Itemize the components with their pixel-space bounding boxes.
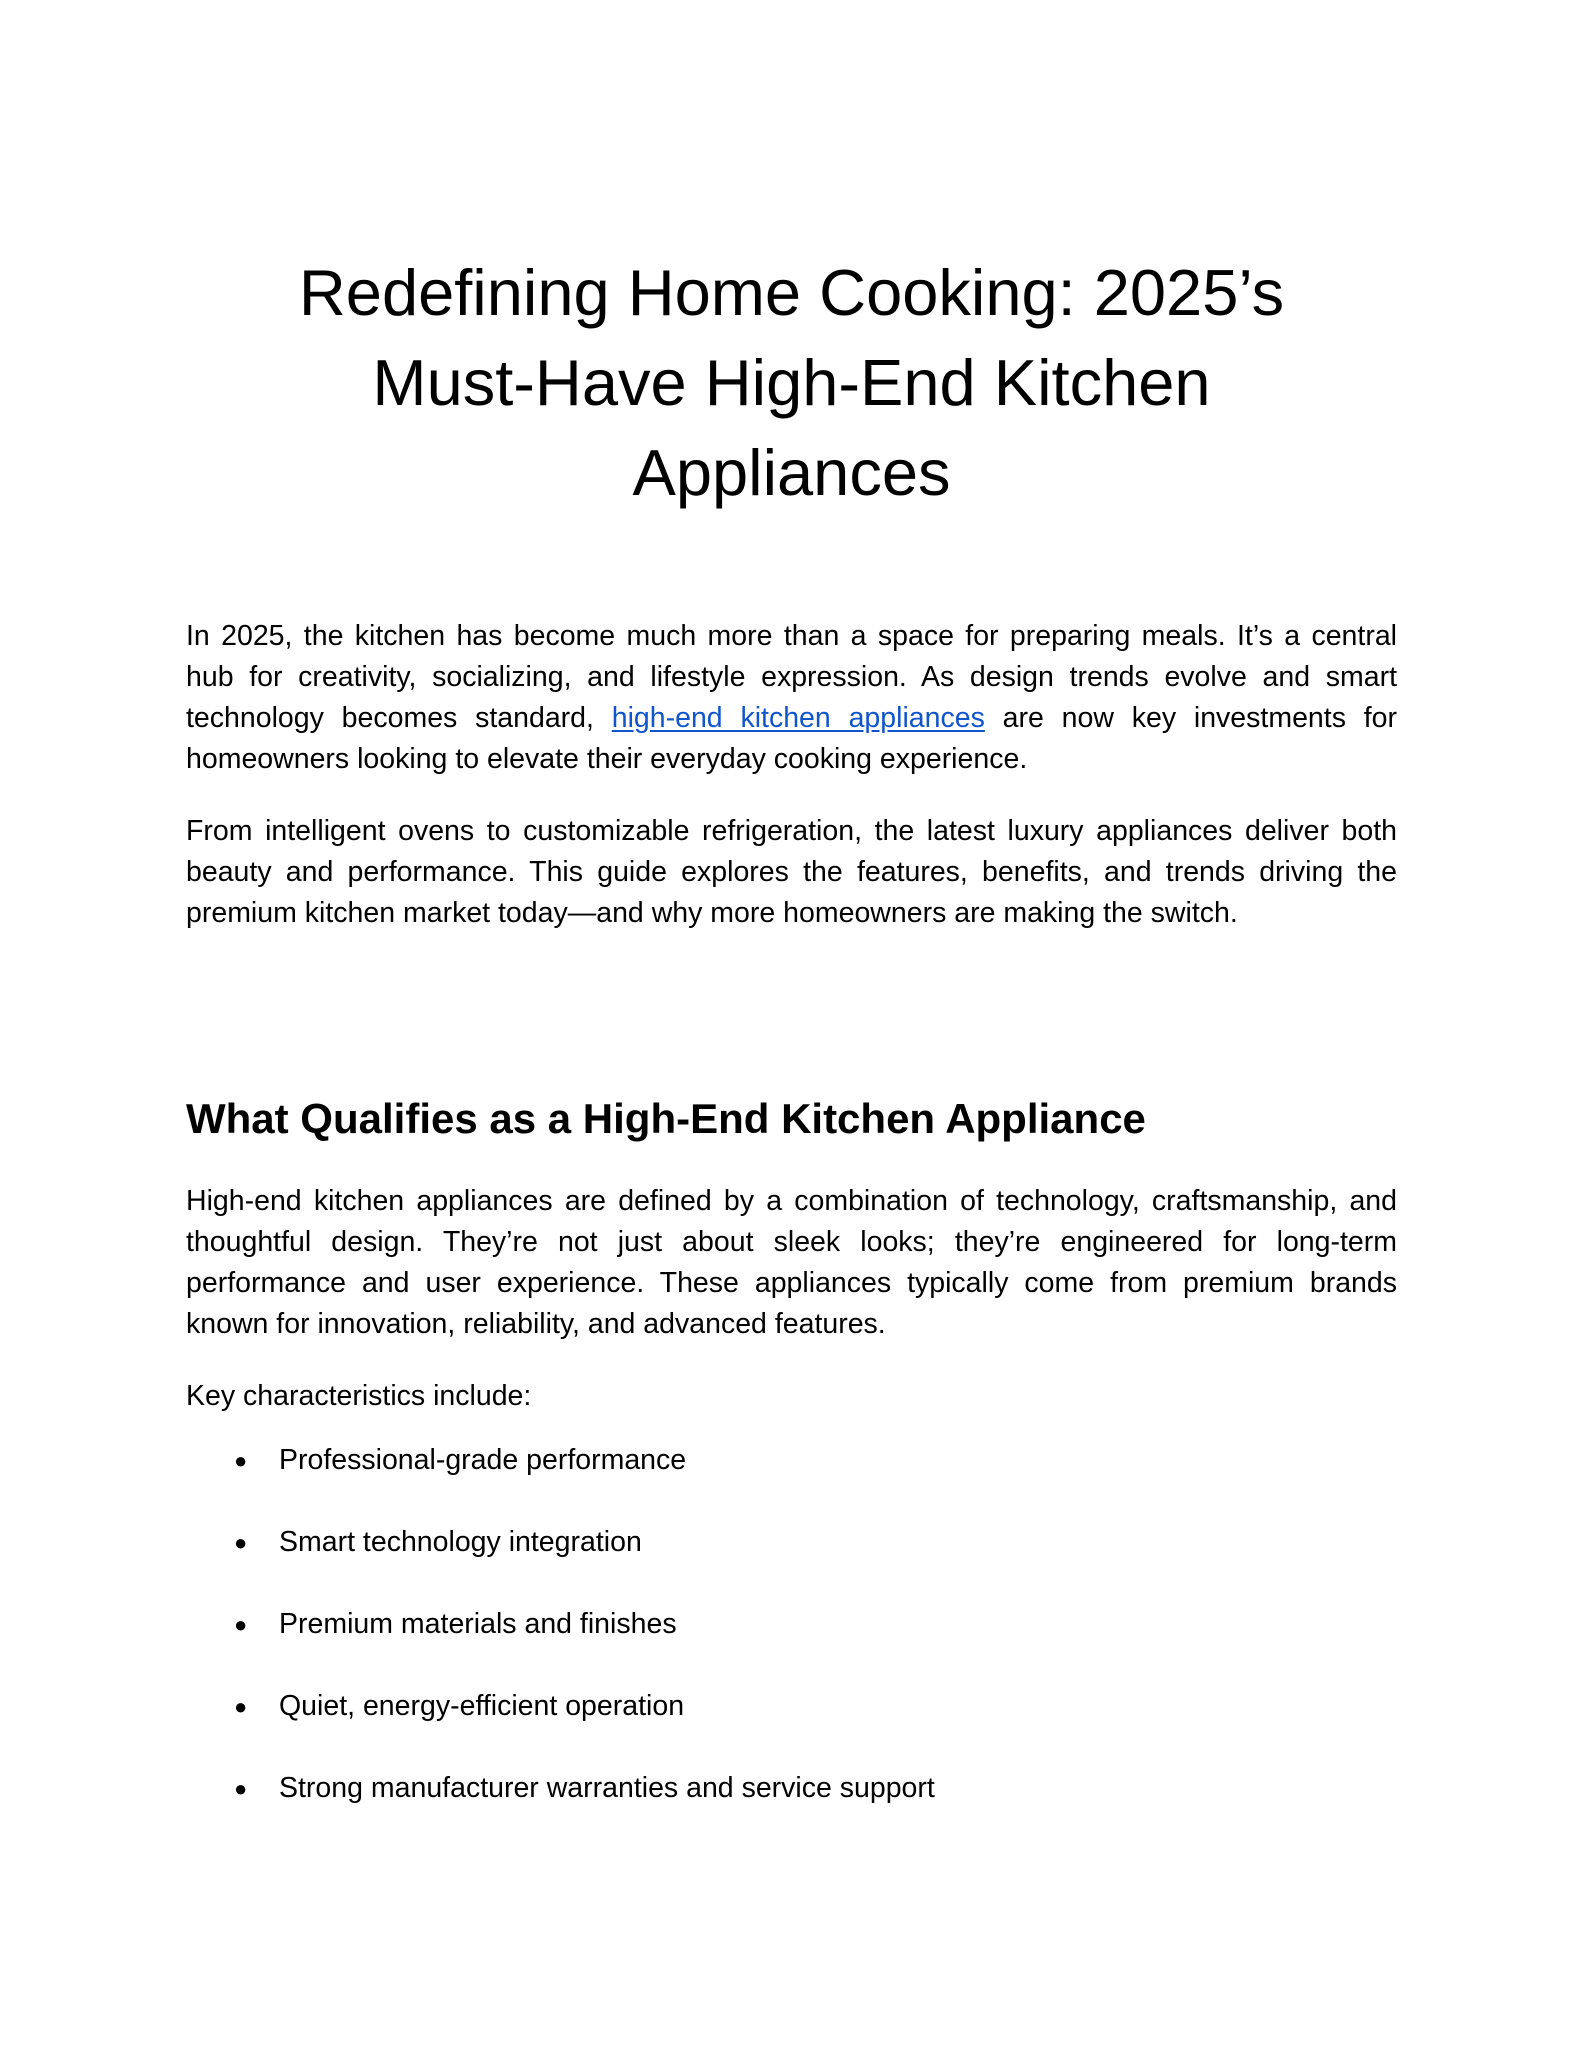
title-line: Appliances bbox=[632, 436, 951, 509]
title-line: Must-Have High-End Kitchen bbox=[372, 346, 1211, 419]
intro-paragraph-2: From intelligent ovens to customizable refrigeration, the latest luxury appliances deliver both beauty and performance. This guide explores the features, benefits, and trends driving the premium kitchen market today—and why more homeowners are making the switch. bbox=[186, 815, 1397, 929]
bullet-icon: ● bbox=[234, 1448, 248, 1473]
bullet-icon: ● bbox=[234, 1694, 248, 1719]
title-line: Redefining Home Cooking: 2025’s bbox=[298, 256, 1285, 329]
high-end-appliances-link[interactable]: high-end kitchen appliances bbox=[611, 702, 985, 734]
list-item bbox=[186, 1604, 1397, 1686]
bullet-icon: ● bbox=[234, 1530, 248, 1555]
list-item bbox=[186, 1768, 1397, 1850]
list-intro: Key characteristics include: bbox=[186, 1380, 532, 1412]
intro-text-after-link: are now key investments for homeowners looking to elevate their everyday cooking experience. bbox=[186, 702, 1398, 775]
list-item bbox=[186, 1522, 1397, 1604]
list-item-text: Quiet, energy-efficient operation bbox=[279, 1690, 685, 1722]
list-item bbox=[186, 1440, 1397, 1522]
list-item-text: Premium materials and finishes bbox=[279, 1608, 677, 1640]
section-heading: What Qualifies as a High-End Kitchen Appliance bbox=[186, 1095, 1146, 1142]
characteristics-list bbox=[186, 1440, 1397, 1850]
section-paragraph: High-end kitchen appliances are defined by a combination of technology, craftsmanship, and thoughtful design. They’re not just about sleek looks; they’re engineered for long-term performance and user experience. These appliances typically come from premium brands known for innovation, reliability, and advanced features. bbox=[186, 1185, 1397, 1340]
intro-text-before-link: In 2025, the kitchen has become much more than a space for preparing meals. It’s a central hub for creativity, socializing, and lifestyle expression. As design trends evolve and smart technology becomes standard, bbox=[186, 620, 1397, 734]
intro-paragraph-1 bbox=[186, 616, 1397, 780]
list-item-text: Professional-grade performance bbox=[279, 1444, 687, 1476]
bullet-icon: ● bbox=[234, 1612, 248, 1637]
list-item bbox=[186, 1686, 1397, 1768]
bullet-icon: ● bbox=[234, 1776, 248, 1801]
list-item-text: Smart technology integration bbox=[279, 1526, 642, 1558]
list-item-text: Strong manufacturer warranties and service support bbox=[279, 1772, 935, 1804]
document-title bbox=[186, 248, 1397, 518]
